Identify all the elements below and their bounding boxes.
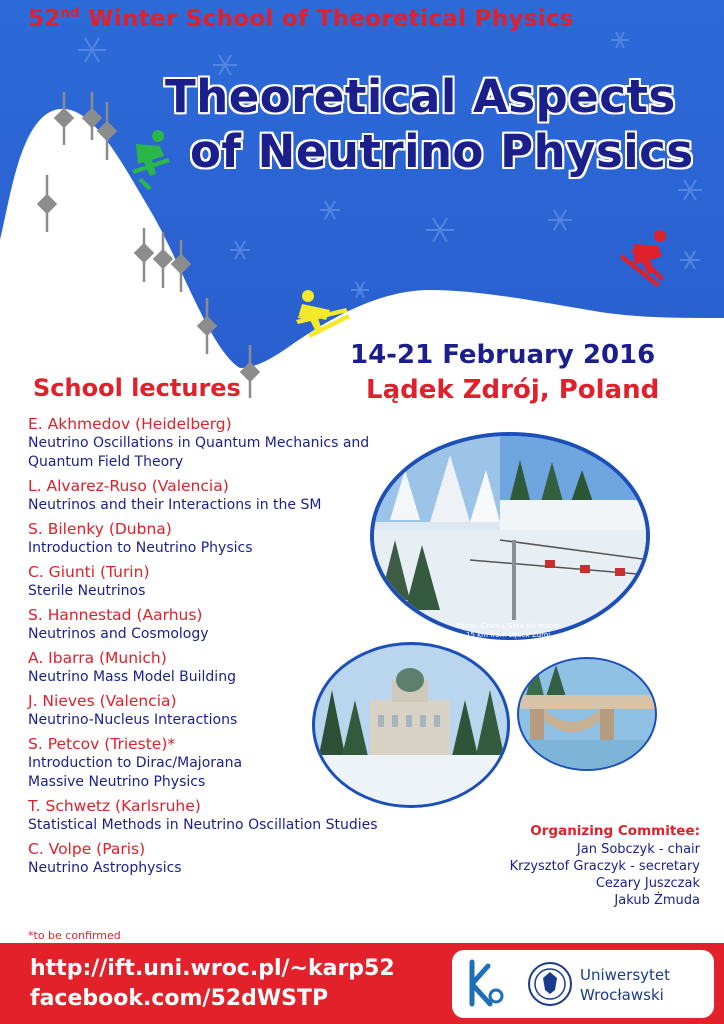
edition-number: 52 [28,6,61,32]
lecturer-name: S. Hannestad (Aarhus) [28,606,203,624]
lecture-topic: Neutrino Astrophysics [28,860,182,876]
lecture-item [28,734,408,792]
university-name-line-2: Wrocławski [580,986,664,1004]
school-name [28,6,574,32]
committee-member: Krzysztof Graczyk - secretary [509,859,700,874]
lecturer-name: A. Ibarra (Munich) [28,649,167,667]
facebook-link[interactable]: facebook.com/52dWSTP [30,986,329,1011]
lecturer-name: J. Nieves (Valencia) [28,692,177,710]
lecture-item [28,605,408,644]
lecture-topic: Introduction to Neutrino Physics [28,540,253,556]
logo-panel [452,950,714,1018]
lecture-topic: Neutrino Mass Model Building [28,669,236,685]
photo-caption-line-2: 15 km from Lądek Zdrój [466,631,551,639]
bridge-photo [515,655,660,775]
lecture-topic: Neutrino-Nucleus Interactions [28,712,238,728]
committee-member: Jan Sobczyk - chair [576,842,700,857]
event-dates: 14-21 February 2016 [350,340,656,370]
lecture-topic: Neutrino Oscillations in Quantum Mechanics and Quantum Field Theory [28,435,370,470]
lecture-item [28,414,408,472]
lecture-item [28,691,408,730]
title-line-1: Theoretical Aspects [165,70,676,123]
committee-heading: Organizing Commitee: [530,823,700,839]
organizing-committee [430,822,700,909]
lecturer-name: L. Alvarez-Ruso (Valencia) [28,477,229,495]
lecturer-name: C. Volpe (Paris) [28,840,146,858]
lecture-item [28,839,408,878]
edition-suffix: nd [60,6,80,21]
committee-member: Jakub Żmuda [614,893,700,908]
lecture-topic: Neutrinos and Cosmology [28,626,209,642]
lecturer-name: C. Giunti (Turin) [28,563,150,581]
lecturer-name: E. Akhmedov (Heidelberg) [28,415,232,433]
lectures-heading: School lectures [33,374,241,402]
lecture-item [28,562,408,601]
sky [0,0,724,368]
lecture-item [28,476,408,515]
lecture-item [28,796,408,835]
website-link[interactable]: http://ift.uni.wroc.pl/~karp52 [30,956,395,981]
lecturer-name: T. Schwetz (Karlsruhe) [28,797,201,815]
school-title: Winter School of Theoretical Physics [88,6,574,32]
ski-resort-photo [370,432,650,642]
university-name-line-1: Uniwersytet [580,966,670,984]
photo-caption-line-1: Photo: Czarna Góra ski resort [456,622,559,630]
lecture-topic: Statistical Methods in Neutrino Oscillation Studies [28,817,378,833]
lecture-item [28,648,408,687]
lecturer-name: S. Petcov (Trieste)* [28,735,176,753]
title-line-2: of Neutrino Physics [190,125,694,178]
lecture-topic: Introduction to Dirac/Majorana Massive Neutrino Physics [28,755,243,790]
lecture-topic: Neutrinos and their Interactions in the SM [28,497,322,513]
lecture-topic: Sterile Neutrinos [28,583,146,599]
lecturer-name: S. Bilenky (Dubna) [28,520,172,538]
footnote: *to be confirmed [28,929,121,942]
lectures-list [28,414,408,882]
committee-member: Cezary Juszczak [595,876,700,891]
event-location: Lądek Zdrój, Poland [366,375,660,405]
lecture-item [28,519,408,558]
